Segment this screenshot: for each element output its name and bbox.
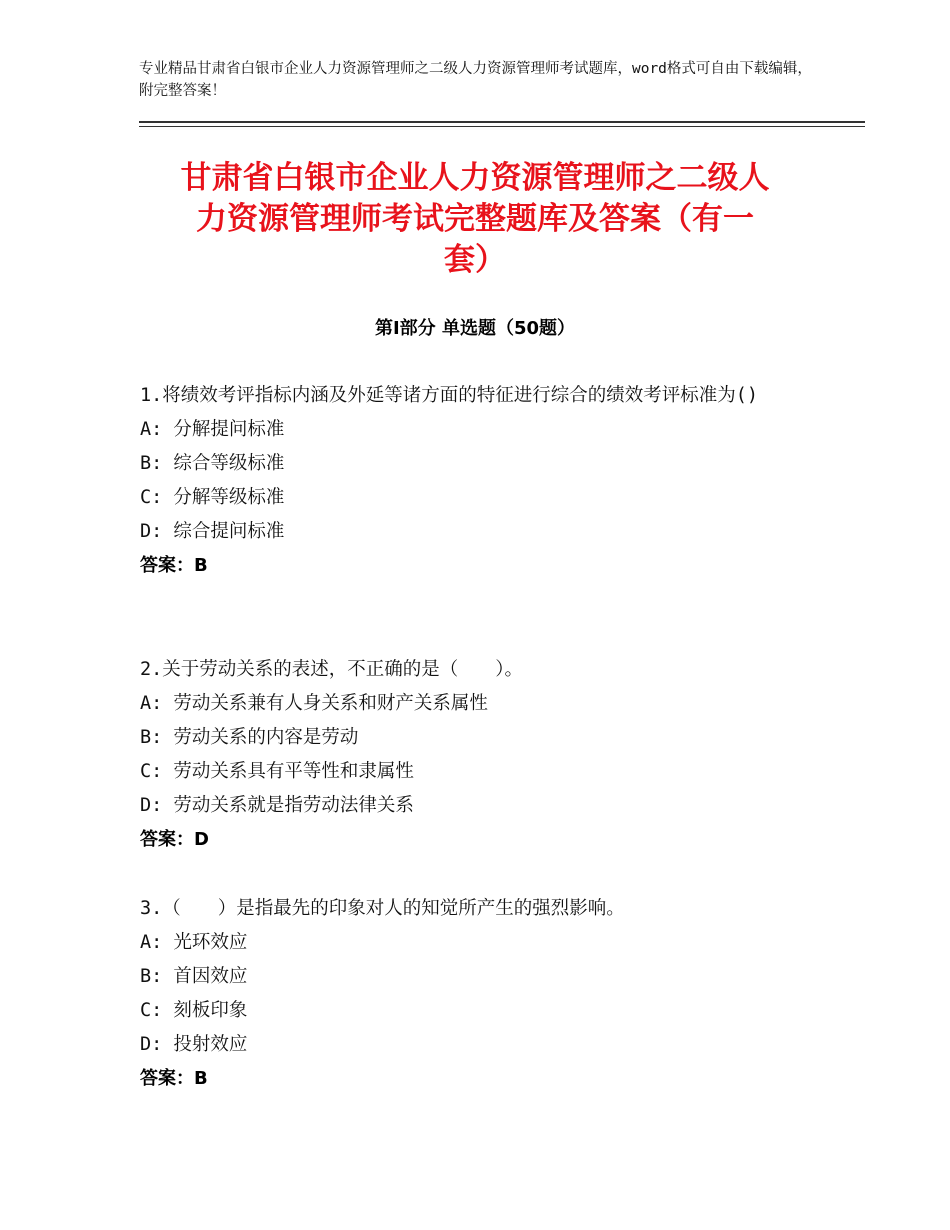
question-stem: 2.关于劳动关系的表述，不正确的是（ ）。: [140, 659, 524, 680]
option-text: 首因效应: [173, 966, 248, 987]
option-b: [140, 447, 810, 481]
option-key: B:: [140, 453, 163, 474]
option-d: [140, 515, 810, 549]
option-d: [140, 789, 810, 823]
question-stem: 3.（ ）是指最先的印象对人的知觉所产生的强烈影响。: [140, 898, 625, 919]
question-stem: 1.将绩效考评指标内涵及外延等诸方面的特征进行综合的绩效考评标准为(): [140, 385, 759, 406]
option-text: 分解提问标准: [173, 419, 285, 440]
option-text: 综合提问标准: [173, 521, 285, 542]
question-2: [140, 653, 810, 857]
option-key: B:: [140, 727, 163, 748]
title-line-3: 套）: [444, 242, 506, 278]
header-note: 专业精品甘肃省白银市企业人力资源管理师之二级人力资源管理师考试题库，word格式可自由下载编辑，附完整答案！: [139, 61, 812, 99]
option-a: [140, 413, 810, 447]
option-key: A:: [140, 419, 163, 440]
option-c: [140, 755, 810, 789]
option-key: D:: [140, 521, 163, 542]
option-key: C:: [140, 487, 163, 508]
option-a: [140, 926, 810, 960]
option-text: 光环效应: [173, 932, 248, 953]
option-text: 劳动关系兼有人身关系和财产关系属性: [173, 693, 488, 714]
header-divider: [139, 121, 865, 127]
option-key: A:: [140, 932, 163, 953]
question-1: [140, 379, 810, 583]
option-key: D:: [140, 795, 163, 816]
section-title: 第Ⅰ部分 单选题（50题）: [374, 318, 575, 339]
title-line-1: 甘肃省白银市企业人力资源管理师之二级人: [180, 160, 770, 196]
option-d: [140, 1028, 810, 1062]
title-line-2: 力资源管理师考试完整题库及答案（有一: [196, 201, 754, 237]
option-c: [140, 481, 810, 515]
document-title: [120, 158, 830, 281]
option-key: D:: [140, 1034, 163, 1055]
option-key: B:: [140, 966, 163, 987]
option-text: 刻板印象: [173, 1000, 248, 1021]
option-text: 劳动关系就是指劳动法律关系: [173, 795, 414, 816]
option-b: [140, 721, 810, 755]
option-c: [140, 994, 810, 1028]
option-key: C:: [140, 1000, 163, 1021]
option-text: 综合等级标准: [173, 453, 285, 474]
option-b: [140, 960, 810, 994]
option-a: [140, 687, 810, 721]
option-text: 劳动关系的内容是劳动: [173, 727, 359, 748]
option-text: 劳动关系具有平等性和隶属性: [173, 761, 414, 782]
option-text: 投射效应: [173, 1034, 248, 1055]
answer-line: 答案：B: [140, 1068, 208, 1089]
option-key: A:: [140, 693, 163, 714]
option-key: C:: [140, 761, 163, 782]
question-3: [140, 892, 810, 1096]
option-text: 分解等级标准: [173, 487, 285, 508]
answer-line: 答案：D: [140, 829, 209, 850]
answer-line: 答案：B: [140, 555, 208, 576]
